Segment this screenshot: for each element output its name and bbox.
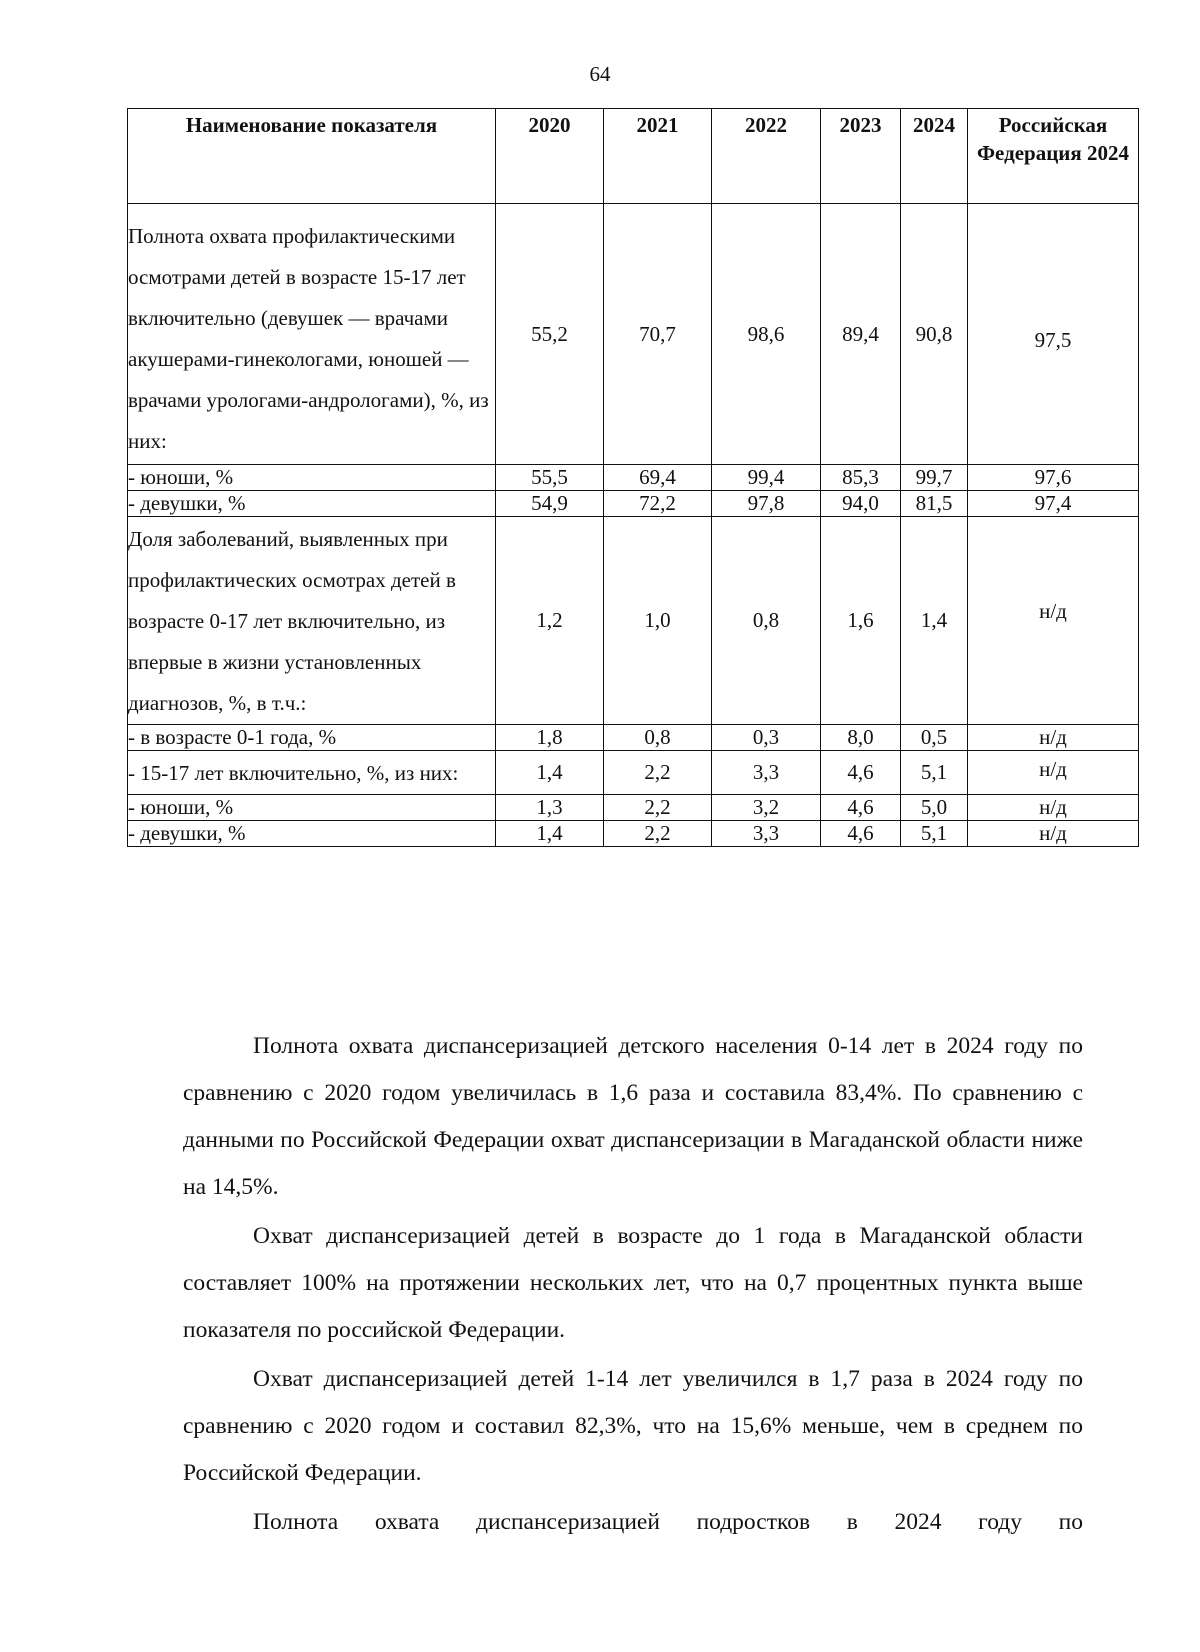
cell-value: 89,4 <box>821 204 901 465</box>
paragraph: Охват диспансеризацией детей в возрасте до 1 года в Магаданской области составляет 100% на протяжении нескольких лет, что на 0,7 процентных пункта выше показателя по российской Федерации. <box>183 1223 1083 1343</box>
cell-value: 1,6 <box>821 517 901 725</box>
cell-value: 99,4 <box>712 465 821 491</box>
header-russian-federation-2024: Российская Федерация 2024 <box>968 109 1139 204</box>
paragraph: Полнота охвата диспансеризацией подростков в 2024 году по <box>253 1509 1083 1535</box>
table-row <box>128 821 1139 847</box>
row-label: - 15-17 лет включительно, %, из них: <box>128 751 496 795</box>
cell-value: 1,4 <box>496 821 604 847</box>
table-header-row <box>128 109 1139 204</box>
cell-value: 54,9 <box>496 491 604 517</box>
cell-value: 1,3 <box>496 795 604 821</box>
table-row <box>128 491 1139 517</box>
row-label: - в возрасте 0-1 года, % <box>128 725 496 751</box>
cell-value: 98,6 <box>712 204 821 465</box>
row-label: Доля заболеваний, выявленных при профилактических осмотрах детей в возрасте 0-17 лет включительно, из впервые в жизни установленных диагнозов, %, в т.ч.: <box>128 517 496 725</box>
cell-value: н/д <box>968 751 1139 795</box>
table-row <box>128 517 1139 725</box>
body-text <box>183 1023 1083 1546</box>
cell-value: 94,0 <box>821 491 901 517</box>
cell-value: 1,4 <box>901 517 968 725</box>
header-2024: 2024 <box>901 109 968 204</box>
cell-value: н/д <box>968 795 1139 821</box>
cell-value: 2,2 <box>604 751 712 795</box>
cell-value: 0,8 <box>604 725 712 751</box>
cell-value: 3,2 <box>712 795 821 821</box>
cell-value: 81,5 <box>901 491 968 517</box>
cell-value: 69,4 <box>604 465 712 491</box>
cell-value: 72,2 <box>604 491 712 517</box>
cell-value: 1,4 <box>496 751 604 795</box>
table-row <box>128 795 1139 821</box>
cell-value: 99,7 <box>901 465 968 491</box>
row-label: - юноши, % <box>128 795 496 821</box>
indicators-table <box>127 108 1139 847</box>
cell-value: 2,2 <box>604 821 712 847</box>
cell-value: 5,1 <box>901 821 968 847</box>
cell-value: 1,2 <box>496 517 604 725</box>
cell-value: н/д <box>968 821 1139 847</box>
paragraph: Полнота охвата диспансеризацией детского населения 0-14 лет в 2024 году по сравнению с 2020 годом увеличилась в 1,6 раза и составила 83,4%. По сравнению с данными по Российской Федерации охват диспансеризации в Магаданской области ниже на 14,5%. <box>183 1033 1083 1200</box>
table-row <box>128 751 1139 795</box>
cell-value: 4,6 <box>821 821 901 847</box>
cell-value: н/д <box>968 517 1139 725</box>
cell-value: 97,4 <box>968 491 1139 517</box>
cell-value: 8,0 <box>821 725 901 751</box>
cell-value: 97,5 <box>968 204 1139 465</box>
table-row <box>128 725 1139 751</box>
cell-value: 5,1 <box>901 751 968 795</box>
page-number: 64 <box>589 62 611 86</box>
row-label: - девушки, % <box>128 491 496 517</box>
cell-value: 55,5 <box>496 465 604 491</box>
cell-value: 4,6 <box>821 751 901 795</box>
cell-value: 3,3 <box>712 751 821 795</box>
paragraph: Охват диспансеризацией детей 1-14 лет увеличился в 1,7 раза в 2024 году по сравнению с 2020 годом и составил 82,3%, что на 15,6% меньше, чем в среднем по Российской Федерации. <box>183 1366 1083 1486</box>
cell-value: 0,3 <box>712 725 821 751</box>
table-row <box>128 204 1139 465</box>
cell-value: 97,6 <box>968 465 1139 491</box>
header-2020: 2020 <box>496 109 604 204</box>
cell-value: 70,7 <box>604 204 712 465</box>
header-indicator-name: Наименование показателя <box>128 109 496 204</box>
row-label: Полнота охвата профилактическими осмотрами детей в возрасте 15-17 лет включительно (девушек — врачами акушерами-гинекологами, юношей — врачами урологами-андрологами), %, из них: <box>128 204 496 465</box>
cell-value: 2,2 <box>604 795 712 821</box>
cell-value: 0,8 <box>712 517 821 725</box>
cell-value: 90,8 <box>901 204 968 465</box>
cell-value: 55,2 <box>496 204 604 465</box>
header-2023: 2023 <box>821 109 901 204</box>
cell-value: 97,8 <box>712 491 821 517</box>
row-label: - юноши, % <box>128 465 496 491</box>
table-row <box>128 465 1139 491</box>
header-2021: 2021 <box>604 109 712 204</box>
cell-value: 1,0 <box>604 517 712 725</box>
cell-value: 0,5 <box>901 725 968 751</box>
cell-value: 5,0 <box>901 795 968 821</box>
cell-value: 3,3 <box>712 821 821 847</box>
cell-value: 85,3 <box>821 465 901 491</box>
cell-value: 1,8 <box>496 725 604 751</box>
header-2022: 2022 <box>712 109 821 204</box>
row-label: - девушки, % <box>128 821 496 847</box>
cell-value: н/д <box>968 725 1139 751</box>
cell-value: 4,6 <box>821 795 901 821</box>
